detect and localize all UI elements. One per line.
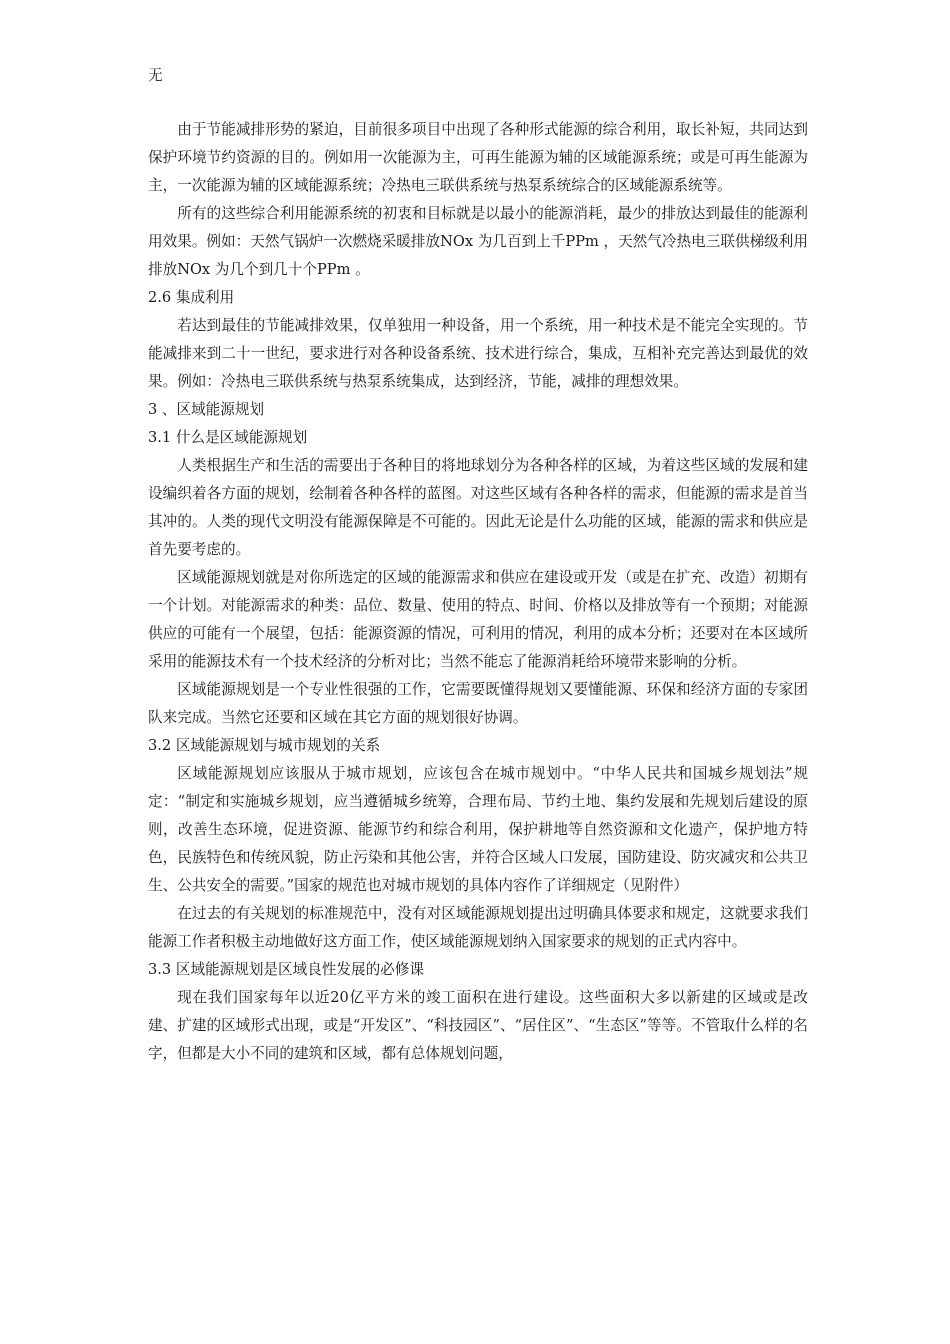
- paragraph: 人类根据生产和生活的需要出于各种目的将地球划分为各种各样的区域，为着这些区域的发展和建设编织着各方面的规划，绘制着各种各样的蓝图。对这些区域有各种各样的需求，但能源的需求是首当其冲的。人类的现代文明没有能源保障是不可能的。因此无论是什么功能的区域，能源的需求和供应是首先要考虑的。: [148, 457, 808, 558]
- section-heading: 2.6 集成利用: [148, 289, 235, 306]
- paragraph: 所有的这些综合利用能源系统的初衷和目标就是以最小的能源消耗，最少的排放达到最佳的能源利用效果。例如：天然气锅炉一次燃烧采暖排放NOx 为几百到上千PPm ，天然气冷热电三联供梯级利用排放NOx 为几个到几十个PPm 。: [148, 205, 808, 278]
- paragraph: 在过去的有关规划的标准规范中，没有对区域能源规划提出过明确具体要求和规定，这就要求我们能源工作者积极主动地做好这方面工作，使区域能源规划纳入国家要求的规划的正式内容中。: [148, 905, 808, 950]
- document-page: [148, 62, 808, 1068]
- section-heading: 3 、区域能源规划: [148, 401, 265, 418]
- paragraph: 若达到最佳的节能减排效果，仅单独用一种设备，用一个系统，用一种技术是不能完全实现的。节能减排来到二十一世纪，要求进行对各种设备系统、技术进行综合，集成，互相补充完善达到最优的效果。例如：冷热电三联供系统与热泵系统集成，达到经济，节能，减排的理想效果。: [148, 317, 808, 390]
- page-header: 无: [148, 67, 163, 84]
- section-heading: 3.2 区域能源规划与城市规划的关系: [148, 737, 381, 754]
- paragraph: 区域能源规划就是对你所选定的区域的能源需求和供应在建设或开发（或是在扩充、改造）初期有一个计划。对能源需求的种类：品位、数量、使用的特点、时间、价格以及排放等有一个预期；对能源供应的可能有一个展望，包括：能源资源的情况，可利用的情况，利用的成本分析；还要对在本区域所采用的能源技术有一个技术经济的分析对比；当然不能忘了能源消耗给环境带来影响的分析。: [148, 569, 808, 670]
- paragraph: 区域能源规划应该服从于城市规划，应该包含在城市规划中。“中华人民共和国城乡规划法”规定：“制定和实施城乡规划，应当遵循城乡统筹，合理布局、节约土地、集约发展和先规划后建设的原则，改善生态环境，促进资源、能源节约和综合利用，保护耕地等自然资源和文化遗产，保护地方特色，民族特色和传统风貌，防止污染和其他公害，并符合区域人口发展，国防建设、防灾减灾和公共卫生、公共安全的需要。”国家的规范也对城市规划的具体内容作了详细规定（见附件）: [148, 765, 808, 894]
- paragraph: 区域能源规划是一个专业性很强的工作，它需要既懂得规划又要懂能源、环保和经济方面的专家团队来完成。当然它还要和区域在其它方面的规划很好协调。: [148, 681, 808, 726]
- section-heading: 3.3 区域能源规划是区域良性发展的必修课: [148, 961, 424, 978]
- section-heading: 3.1 什么是区域能源规划: [148, 429, 308, 446]
- paragraph: 由于节能减排形势的紧迫，目前很多项目中出现了各种形式能源的综合利用，取长补短，共同达到保护环境节约资源的目的。例如用一次能源为主，可再生能源为辅的区域能源系统；或是可再生能源为主，一次能源为辅的区域能源系统；冷热电三联供系统与热泵系统综合的区域能源系统等。: [148, 121, 808, 194]
- paragraph: 现在我们国家每年以近20亿平方米的竣工面积在进行建设。这些面积大多以新建的区域或是改建、扩建的区域形式出现，或是“开发区”、“科技园区”、“居住区”、“生态区”等等。不管取什么样的名字，但都是大小不同的建筑和区域，都有总体规划问题，: [148, 989, 808, 1062]
